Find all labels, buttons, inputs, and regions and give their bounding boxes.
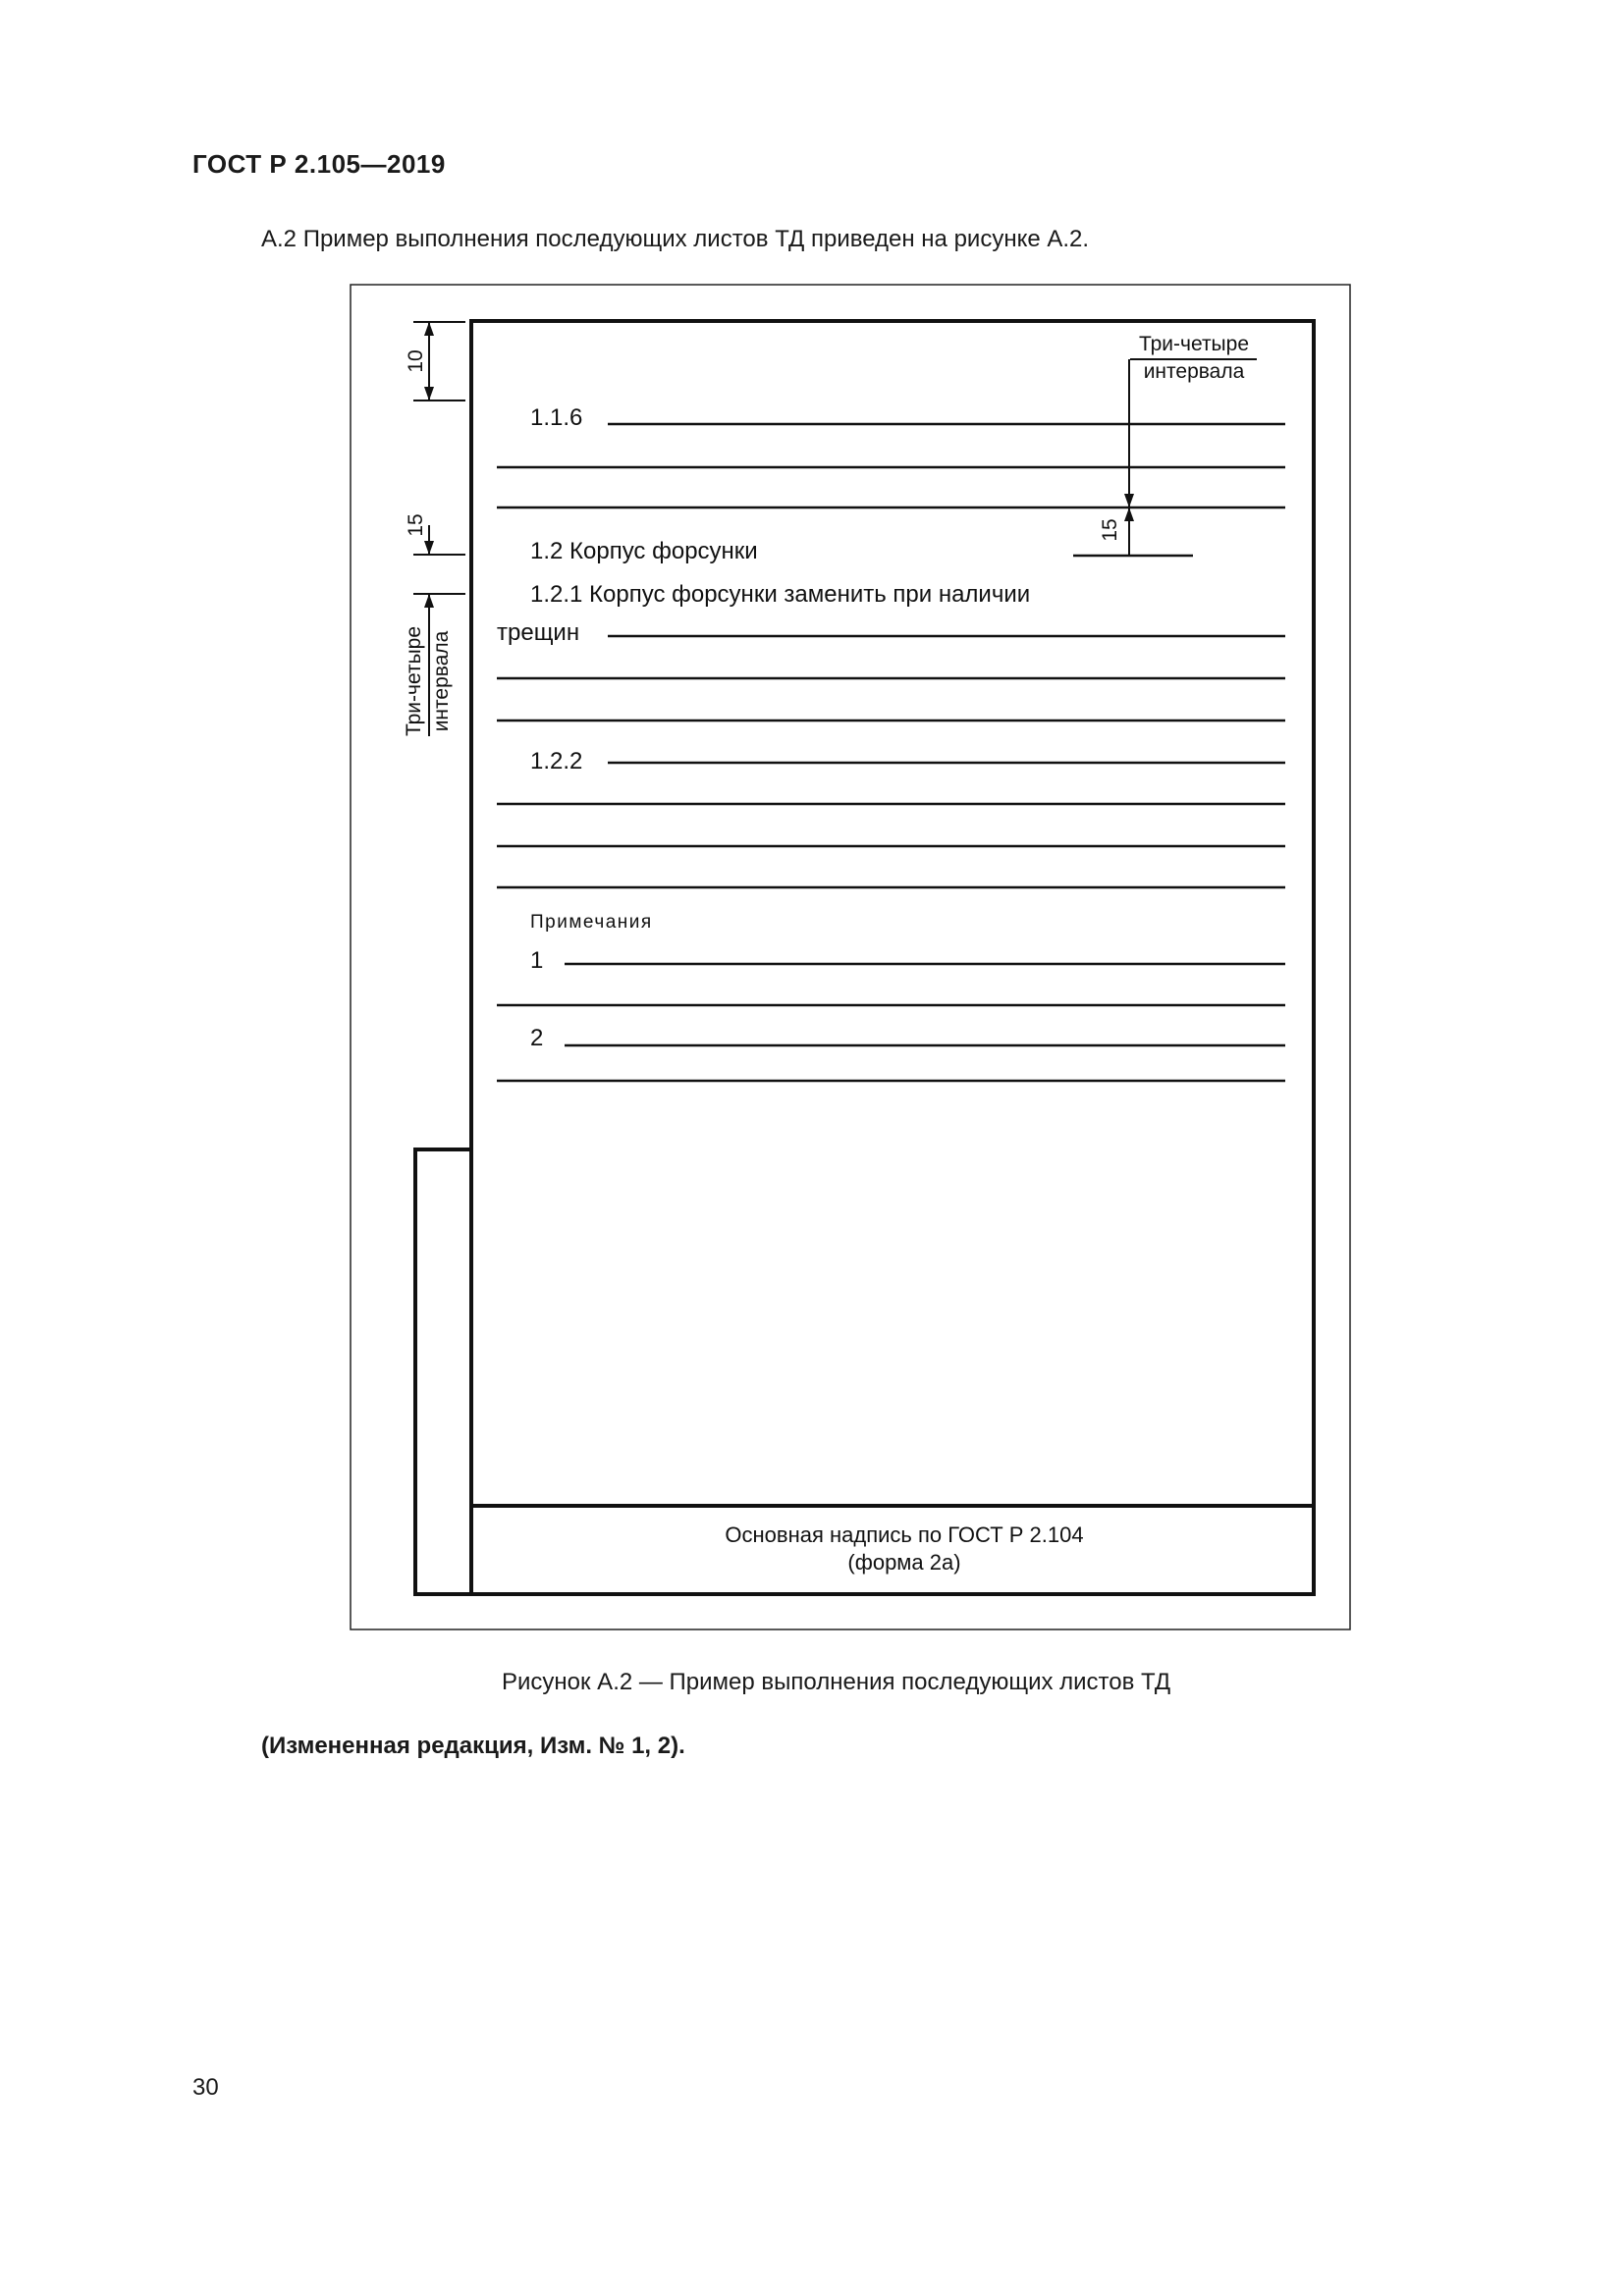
sheet-border [471,321,1314,1594]
dim-15-right-label: 15 [1099,518,1121,542]
interval-left-line1: Три-четыре [403,625,425,737]
title-block-line1: Основная надпись по ГОСТ Р 2.104 [725,1522,1084,1547]
note-1: 1 [530,947,544,974]
item-121-line1: 1.2.1 Корпус форсунки заменить при наличии [530,581,1031,608]
notes-title: Примечания [530,912,653,933]
intro-paragraph: А.2 Пример выполнения последующих листов ТД приведен на рисунке А.2. [261,226,1090,252]
page-number: 30 [192,2074,219,2101]
item-12: 1.2 Корпус форсунки [530,538,758,564]
title-block-line2: (форма 2а) [847,1550,961,1575]
document-header: ГОСТ Р 2.105—2019 [192,149,446,179]
dim-10-label: 10 [405,349,427,373]
amendment-note: (Измененная редакция, Изм. № 1, 2). [261,1733,685,1759]
figure-caption: Рисунок А.2 — Пример выполнения последующих листов ТД [502,1669,1171,1695]
interval-right-line1: Три-четыре [1138,333,1250,355]
dim-15-left-label: 15 [405,513,427,537]
item-116: 1.1.6 [530,404,583,431]
figure-frame [351,285,1350,1629]
item-121-line2: трещин [497,619,580,646]
note-2: 2 [530,1025,544,1051]
side-strip [415,1149,471,1594]
interval-left-line2: интервала [430,630,453,732]
item-122: 1.2.2 [530,748,583,774]
interval-right-line2: интервала [1143,360,1245,383]
